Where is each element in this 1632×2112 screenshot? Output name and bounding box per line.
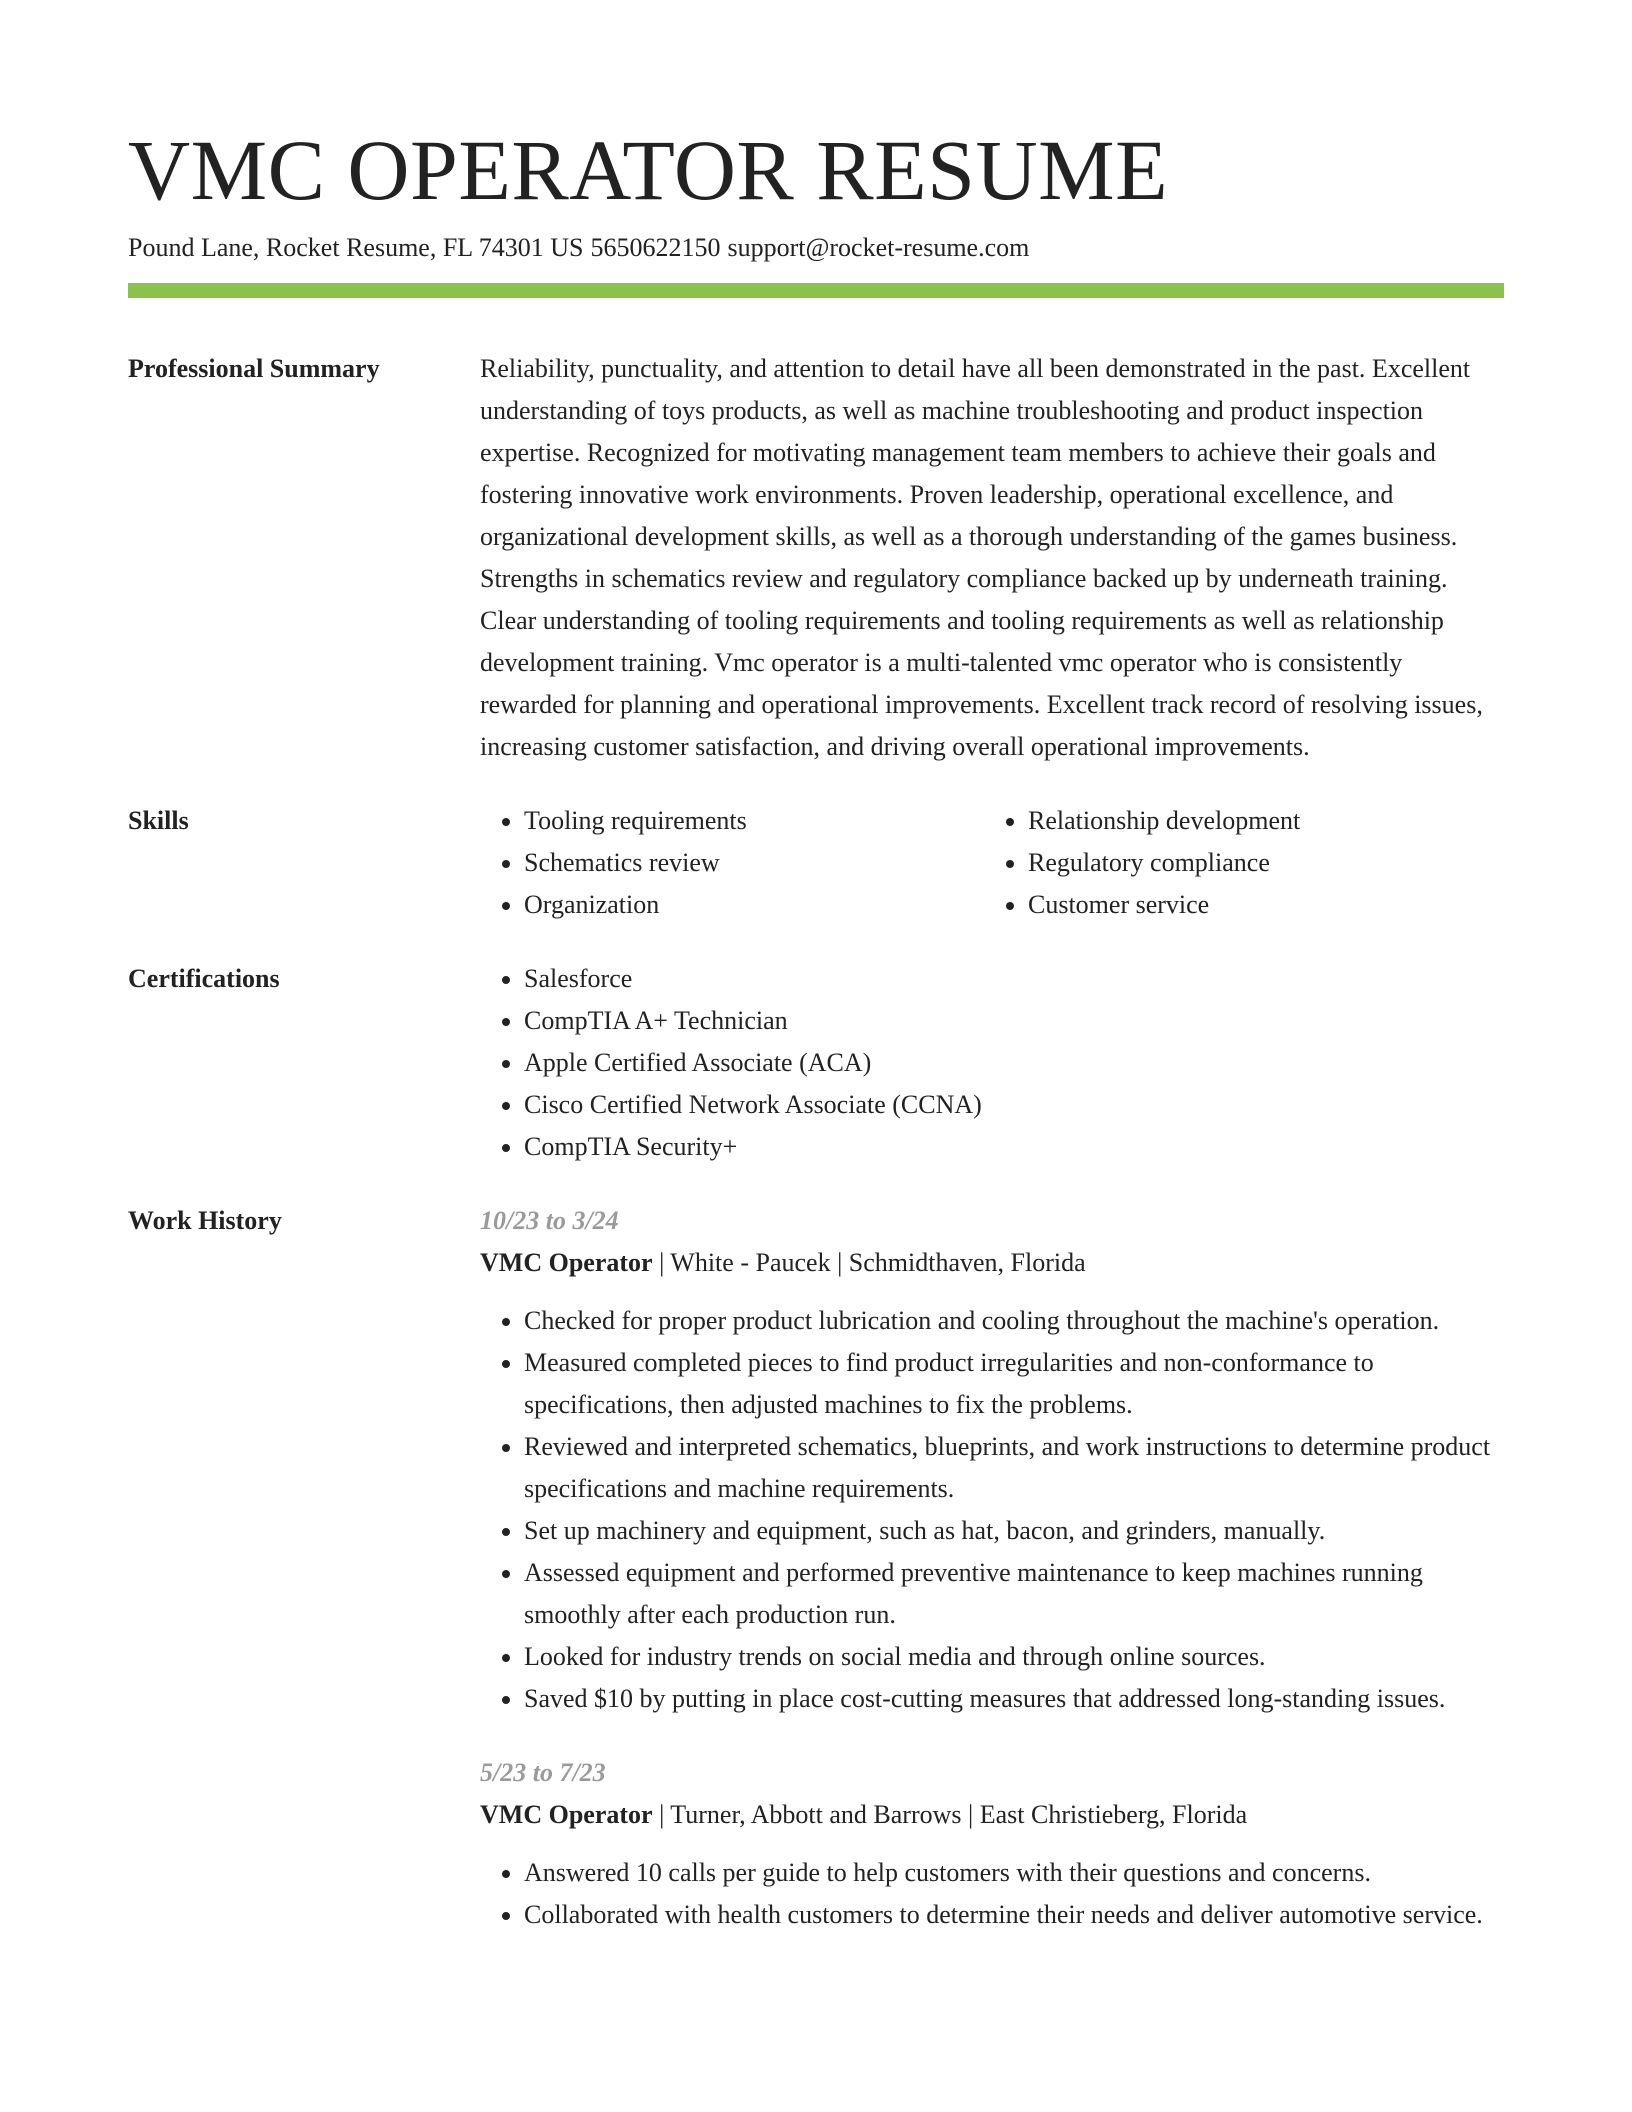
section-label-summary: Professional Summary [128, 354, 380, 383]
job-duty: • Reviewed and interpreted schematics, blueprints, and work instructions to determine product specifications and machine requirements. [524, 1426, 1504, 1510]
job-duty: • Looked for industry trends on social media and through online sources. [524, 1636, 1504, 1678]
job-duties-list [480, 1852, 1504, 1936]
skill-item: • Regulatory compliance [1028, 842, 1504, 884]
contact-line [128, 230, 1504, 266]
section-label-work-history: Work History [128, 1206, 282, 1235]
job-dates: 5/23 to 7/23 [480, 1758, 606, 1787]
contact-phone: 5650622150 [590, 233, 721, 262]
section-label-skills: Skills [128, 806, 189, 835]
job-title: VMC Operator [480, 1248, 653, 1277]
job-duty: • Checked for proper product lubrication and cooling throughout the machine's operation. [524, 1300, 1504, 1342]
professional-summary-section [128, 348, 1504, 768]
header-divider [128, 283, 1504, 298]
skill-item: • Schematics review [524, 842, 984, 884]
job-entry [480, 1200, 1504, 1720]
job-duty: • Collaborated with health customers to determine their needs and deliver automotive service. [524, 1894, 1504, 1936]
skill-item: • Relationship development [1028, 800, 1504, 842]
certification-item: • CompTIA A+ Technician [524, 1000, 1504, 1042]
job-heading [480, 1242, 1504, 1284]
job-duty: • Saved $10 by putting in place cost-cutting measures that addressed long-standing issues. [524, 1678, 1504, 1720]
skill-item: • Organization [524, 884, 984, 926]
contact-email: support@rocket-resume.com [727, 233, 1030, 262]
skills-list-right [984, 800, 1504, 926]
skill-item: • Tooling requirements [524, 800, 984, 842]
resume-page [128, 120, 1504, 1936]
job-duty: • Assessed equipment and performed preventive maintenance to keep machines running smoothly after each production run. [524, 1552, 1504, 1636]
job-duty: • Answered 10 calls per guide to help customers with their questions and concerns. [524, 1852, 1504, 1894]
summary-text: Reliability, punctuality, and attention to detail have all been demonstrated in the past. Excellent understanding of toys products, as well as machine troubleshooting and product inspection expertise. Recognized for motivating management team members to achieve their goals and fostering innovative work environments. Proven leadership, operational excellence, and organizational development skills, as well as a thorough understanding of the games business. Strengths in schematics review and regulatory compliance backed up by underneath training. Clear understanding of tooling requirements and tooling requirements as well as relationship development training. Vmc operator is a multi-talented vmc operator who is consistently rewarded for planning and operational improvements. Excellent track record of resolving issues, increasing customer satisfaction, and driving overall operational improvements. [480, 354, 1483, 761]
certification-item: • Cisco Certified Network Associate (CCNA) [524, 1084, 1504, 1126]
resume-title: VMC OPERATOR RESUME [128, 122, 1169, 218]
skills-section [128, 800, 1504, 926]
skills-list-left [480, 800, 984, 926]
job-heading [480, 1794, 1504, 1836]
certifications-list [480, 958, 1504, 1168]
work-history-section [128, 1200, 1504, 1936]
job-duty: • Set up machinery and equipment, such as hat, bacon, and grinders, manually. [524, 1510, 1504, 1552]
contact-address: Pound Lane, Rocket Resume, FL 74301 US [128, 233, 584, 262]
job-company-location: | Turner, Abbott and Barrows | East Christieberg, Florida [652, 1800, 1248, 1829]
job-duty: • Measured completed pieces to find product irregularities and non-conformance to specifications, then adjusted machines to fix the problems. [524, 1342, 1504, 1426]
certification-item: • Salesforce [524, 958, 1504, 1000]
certification-item: • CompTIA Security+ [524, 1126, 1504, 1168]
job-dates: 10/23 to 3/24 [480, 1206, 619, 1235]
certifications-section [128, 958, 1504, 1168]
skill-item: • Customer service [1028, 884, 1504, 926]
certification-item: • Apple Certified Associate (ACA) [524, 1042, 1504, 1084]
job-title: VMC Operator [480, 1800, 653, 1829]
job-entry [480, 1752, 1504, 1936]
job-company-location: | White - Paucek | Schmidthaven, Florida [652, 1248, 1086, 1277]
section-label-certifications: Certifications [128, 964, 280, 993]
job-duties-list [480, 1300, 1504, 1720]
